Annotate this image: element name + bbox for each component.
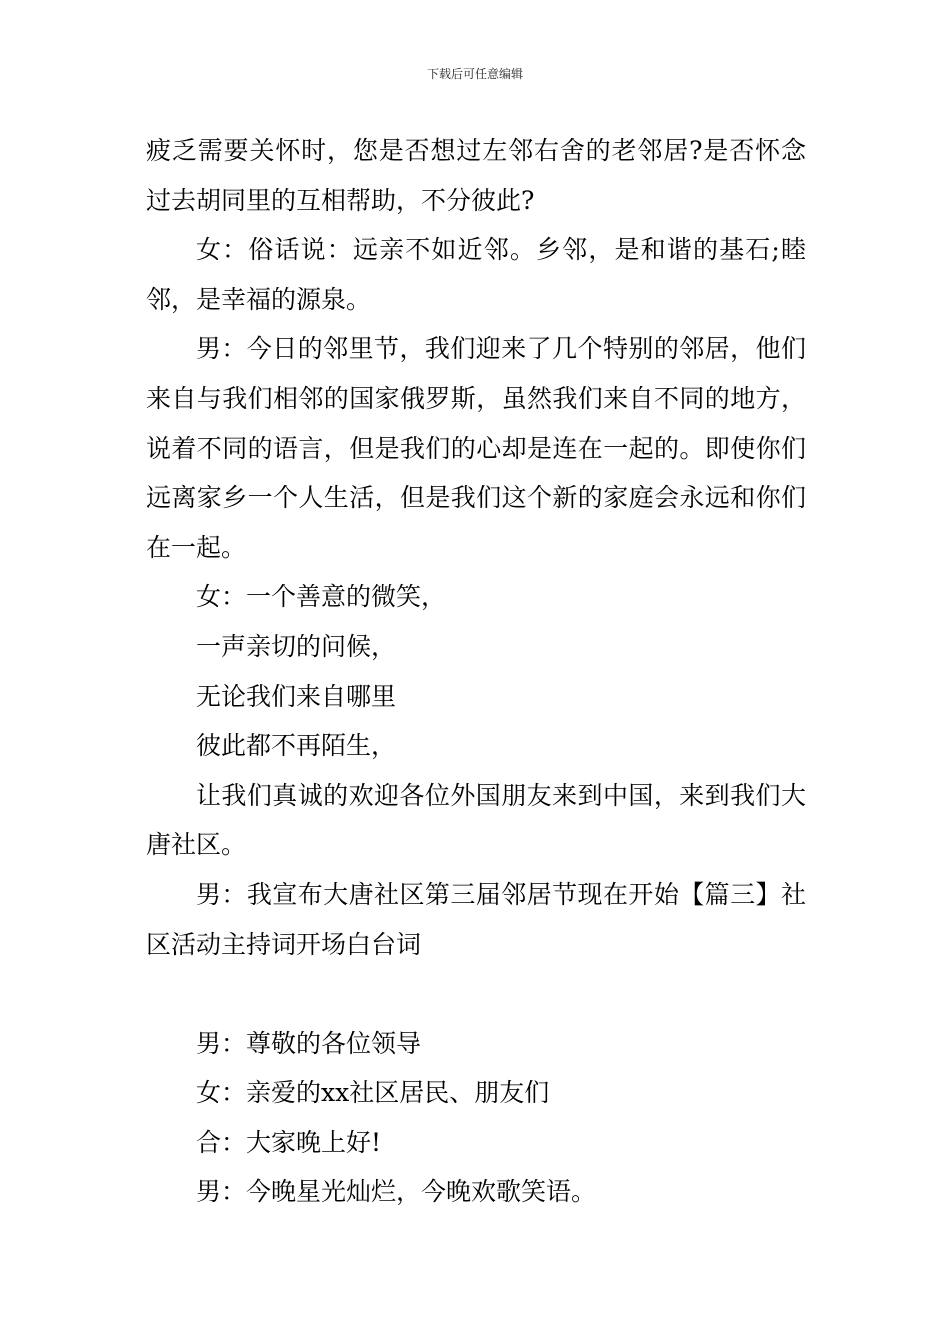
paragraph: 无论我们来自哪里: [196, 681, 397, 711]
paragraph: 彼此都不再陌生，: [196, 731, 397, 761]
paragraph: 男：今晚星光灿烂，今晚欢歌笑语。: [196, 1177, 597, 1207]
paragraph: 男：尊敬的各位领导: [196, 1028, 422, 1058]
page-header: 下载后可任意编辑: [426, 67, 523, 81]
paragraph: 疲乏需要关怀时，您是否想过左邻右舍的老邻居?是否怀念过去胡同里的互相帮助，不分彼此?: [146, 136, 806, 215]
document-body: [146, 126, 806, 1217]
paragraph: 女：俗话说：远亲不如近邻。乡邻，是和谐的基石;睦邻，是幸福的源泉。: [146, 235, 806, 314]
paragraph: 女：一个善意的微笑，: [196, 582, 447, 612]
paragraph: 让我们真诚的欢迎各位外国朋友来到中国，来到我们大唐社区。: [146, 780, 806, 860]
paragraph: 男：我宣布大唐社区第三届邻居节现在开始【篇三】社区活动主持词开场白台词: [146, 879, 806, 959]
paragraph: 女：亲爱的xx社区居民、朋友们: [196, 1078, 550, 1108]
paragraph: 男：今日的邻里节，我们迎来了几个特别的邻居，他们来自与我们相邻的国家俄罗斯，虽然我们来自不同的地方，说着不同的语言，但是我们的心却是连在一起的。即使你们远离家乡一个人生活，但是我们这个新的家庭会永远和你们在一起。: [146, 334, 806, 562]
blank-line: [146, 969, 806, 1019]
paragraph: 合：大家晚上好!: [196, 1127, 382, 1157]
paragraph: 一声亲切的问候，: [196, 631, 397, 661]
